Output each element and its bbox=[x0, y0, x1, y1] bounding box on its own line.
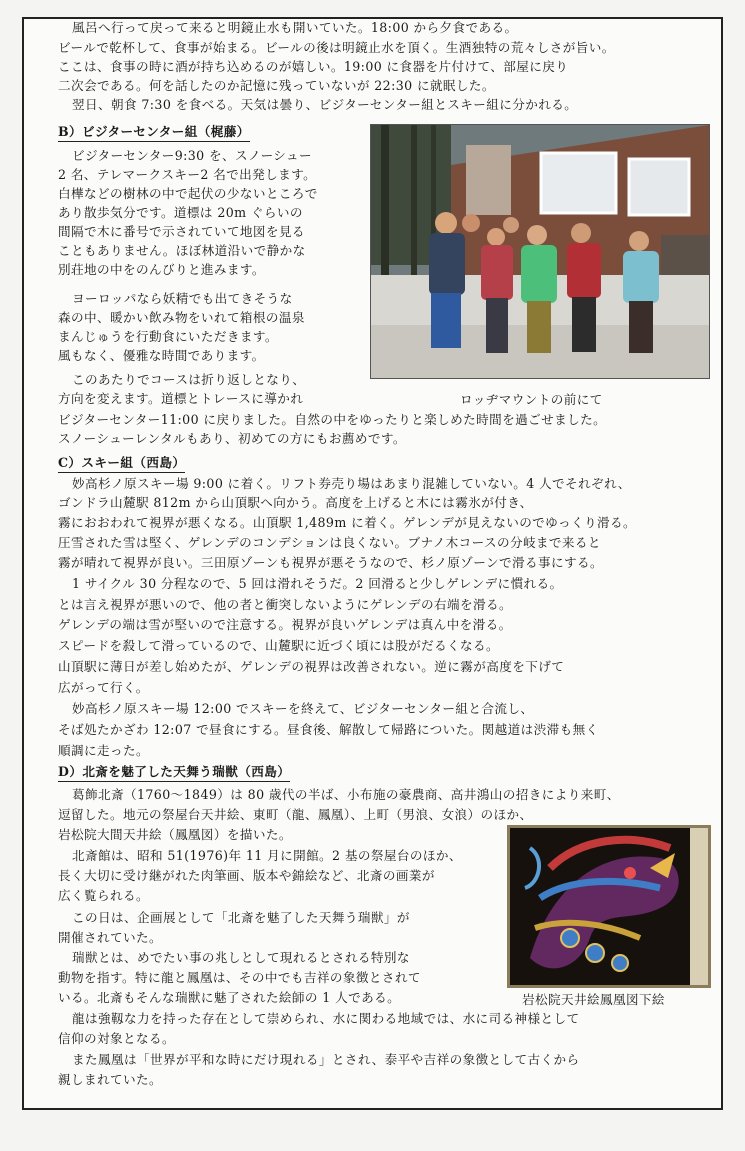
text-line: このあたりでコースは折り返しとなり、 bbox=[72, 372, 306, 387]
text-line: 翌日、朝食 7:30 を食べる。天気は曇り、ビジターセンター組とスキー組に分かれる。 bbox=[72, 97, 578, 112]
text-line: 葛飾北斎（1760～1849）は 80 歳代の半ば、小布施の豪農商、高井鴻山の招きにより来町、 bbox=[72, 787, 620, 802]
text-line: ビジターセンター9:30 を、スノーシュー bbox=[72, 148, 313, 163]
text-line: 風呂へ行って戻って来ると明鏡止水も開いていた。18:00 から夕食である。 bbox=[72, 20, 518, 35]
text-line: 2 名、テレマークスキー2 名で出発します。 bbox=[58, 167, 317, 182]
text-line: 親しまれていた。 bbox=[58, 1072, 162, 1087]
text-line: とは言え視界が悪いので、他の者と衝突しないようにゲレンデの右端を滑る。 bbox=[58, 597, 512, 612]
text-line: 岩松院大間天井絵（鳳凰図）を描いた。 bbox=[58, 827, 292, 842]
text-line: 二次会である。何を話したのか記憶に残っていないが 22:30 に就眠した。 bbox=[58, 78, 495, 93]
text-line: そば処たかざわ 12:07 で昼食にする。昼食後、解散して帰路についた。関越道は渋滞も無く bbox=[58, 722, 599, 737]
text-line: 別荘地の中をのんびりと進みます。 bbox=[58, 262, 265, 277]
group-photo bbox=[370, 124, 710, 379]
text-line: 瑞獣とは、めでたい事の兆しとして現れるとされる特別な bbox=[72, 950, 410, 965]
text-line: 間隔で木に番号で示されていて地図を見る bbox=[58, 224, 305, 239]
text-line: 圧雪された雪は堅く、ゲレンデのコンデションは良くない。ブナノ木コースの分岐まで来ると bbox=[58, 535, 601, 550]
text-line: 北斎館は、昭和 51(1976)年 11 月に開館。2 基の祭屋台のほか、 bbox=[72, 848, 462, 863]
text-line: 広く覧られる。 bbox=[58, 888, 149, 903]
text-line: ヨーロッパなら妖精でも出てきそうな bbox=[72, 291, 293, 306]
text-line: あり散歩気分です。道標は 20m ぐらいの bbox=[58, 205, 303, 220]
text-line: 霧が晴れて視界が良い。三田原ゾーンも視界が悪そうなので、杉ノ原ゾーンで滑る事にする。 bbox=[58, 555, 603, 570]
text-line: いる。北斎もそんな瑞獣に魅了された絵師の 1 人である。 bbox=[58, 990, 401, 1005]
text-line: 霧におおわれて視界が悪くなる。山頂駅 1,489m に着く。ゲレンデが見えないのでゆっくり滑る。 bbox=[58, 515, 637, 530]
text-line: 山頂駅に薄日が差し始めたが、ゲレンデの視界は改善されない。逆に霧が高度を下げて bbox=[58, 659, 565, 674]
section-b-heading: B）ビジターセンター組（梶藤） bbox=[58, 122, 250, 142]
text-line: ビールで乾杯して、食事が始まる。ビールの後は明鏡止水を頂く。生酒独特の荒々しさが旨い。 bbox=[58, 40, 615, 55]
text-line: この日は、企画展として「北斎を魅了した天舞う瑞獣」が bbox=[72, 910, 410, 925]
text-line: 龍は強靱な力を持った存在として崇められ、水に関わる地域では、水に司る神様として bbox=[72, 1011, 580, 1026]
text-line: 開催されていた。 bbox=[58, 930, 162, 945]
text-line: 逗留した。地元の祭屋台天井絵、東町（龍、鳳凰）、上町（男浪、女浪）のほか、 bbox=[58, 807, 533, 822]
text-line: 妙高杉ノ原スキー場 9:00 に着く。リフト券売り場はあまり混雑していない。4 人でそれぞれ、 bbox=[72, 476, 631, 491]
text-line: スピードを殺して滑っているので、山麓駅に近づく頃には股がだるくなる。 bbox=[58, 638, 500, 653]
phoenix-painting-photo bbox=[507, 825, 711, 988]
text-line: 1 サイクル 30 分程なので、5 回は滑れそうだ。2 回滑ると少しゲレンデに慣れる。 bbox=[72, 576, 563, 591]
group-photo-image bbox=[371, 125, 709, 378]
text-line: 順調に走った。 bbox=[58, 743, 149, 758]
text-line: 妙高杉ノ原スキー場 12:00 でスキーを終えて、ビジターセンター組と合流し、 bbox=[72, 701, 534, 716]
text-line: また鳳凰は「世界が平和な時にだけ現れる」とされ、泰平や吉祥の象徴として古くから bbox=[72, 1052, 580, 1067]
phoenix-painting-caption: 岩松院天井絵鳳凰図下絵 bbox=[522, 992, 665, 1007]
text-line: こともありません。ほぼ林道沿いで静かな bbox=[58, 243, 306, 258]
section-c-heading: C）スキー組（西島） bbox=[58, 453, 185, 473]
text-line: 動物を指す。特に龍と鳳凰は、その中でも吉祥の象徴とされて bbox=[58, 970, 421, 985]
text-line: 長く大切に受け継がれた肉筆画、版本や錦絵など、北斎の画業が bbox=[58, 868, 435, 883]
text-line: 方向を変えます。道標とトレースに導かれ bbox=[58, 391, 304, 406]
text-line: スノーシューレンタルもあり、初めての方にもお薦めです。 bbox=[58, 431, 406, 446]
text-line: 森の中、暖かい飲み物をいれて箱根の温泉 bbox=[58, 310, 305, 325]
text-line: まんじゅうを行動食にいただきます。 bbox=[58, 329, 278, 344]
text-line: ここは、食事の時に酒が持ち込めるのが嬉しい。19:00 に食器を片付けて、部屋に戻り bbox=[58, 59, 569, 74]
text-line: 信仰の対象となる。 bbox=[58, 1031, 175, 1046]
group-photo-caption: ロッヂマウントの前にて bbox=[460, 392, 603, 407]
text-line: ビジターセンター11:00 に戻りました。自然の中をゆったりと楽しめた時間を過ごせました。 bbox=[58, 412, 607, 427]
section-d-heading: D）北斎を魅了した天舞う瑞獣（西島） bbox=[58, 762, 290, 782]
phoenix-painting-image bbox=[510, 828, 708, 985]
text-line: 広がって行く。 bbox=[58, 680, 149, 695]
text-line: 白樺などの樹林の中で起伏の少ないところで bbox=[58, 186, 318, 201]
text-line: ゴンドラ山麓駅 812m から山頂駅へ向かう。高度を上げると木には霧氷が付き、 bbox=[58, 495, 533, 510]
text-line: ゲレンデの端は雪が堅いので注意する。視界が良いゲレンデは真ん中を滑る。 bbox=[58, 617, 512, 632]
text-line: 風もなく、優雅な時間であります。 bbox=[58, 348, 265, 363]
